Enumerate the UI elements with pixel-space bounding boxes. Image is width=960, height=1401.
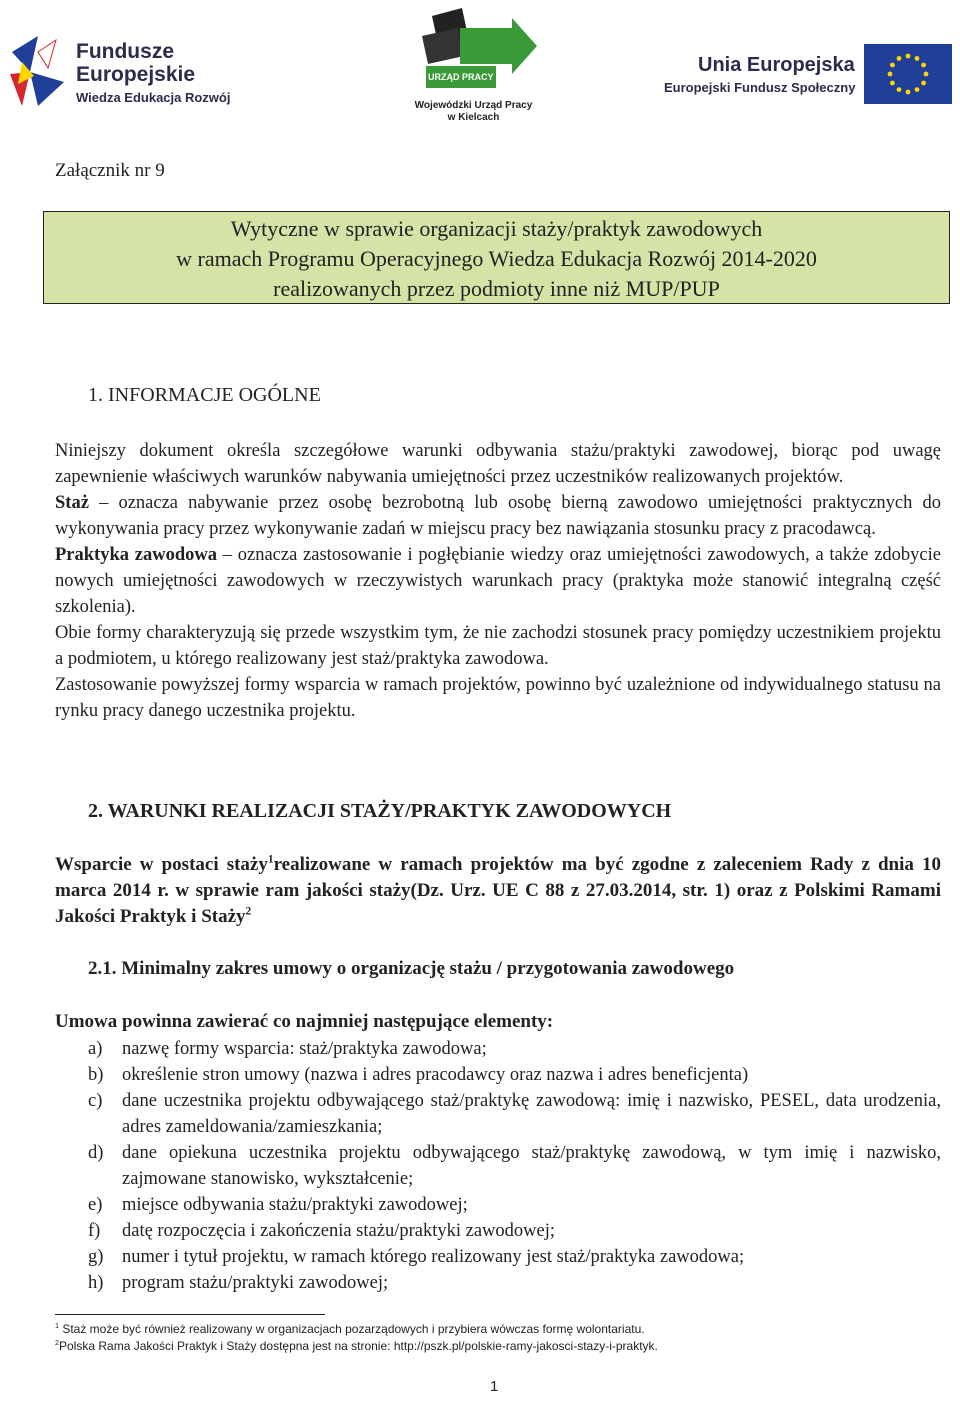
footnote-ref-1: 1 — [267, 853, 274, 866]
ue-logo-line1: Unia Europejska — [698, 54, 855, 76]
fe-logo-mark-icon — [8, 32, 66, 107]
footnote-2-text: Polska Rama Jakości Praktyk i Staży dostępna jest na stronie: http://pszk.pl/polskie-ramy-jakosci-stazy-i-praktyk. — [59, 1339, 658, 1353]
annex-label: Załącznik nr 9 — [55, 160, 165, 181]
up-logo — [400, 6, 545, 124]
up-logo-mark-icon — [402, 6, 542, 96]
fe-logo-line2: Europejskie — [76, 63, 196, 86]
up-logo-line2: w Kielcach — [447, 112, 500, 123]
section1-paragraph-1: Niniejszy dokument określa szczegółowe warunki odbywania stażu/praktyki zawodowej, biorąc pod uwagę zapewnienie właściwych warunków nabywania umiejętności przez uczestników realizowanych projektów. — [55, 441, 941, 487]
list-item-text: nazwę formy wsparcia: staż/praktyka zawodowa; — [122, 1039, 487, 1059]
list-item-letter: e) — [88, 1195, 103, 1215]
section2-paragraph-part-a: Wsparcie w postaci staży — [55, 854, 268, 875]
fe-logo-line1: Fundusze — [76, 40, 174, 63]
section1-heading: 1. INFORMACJE OGÓLNE — [88, 384, 321, 406]
section2-paragraph-part-b: realizowane w ramach projektów ma być zgodne z zaleceniem Rady z dnia 10 marca 2014 r. w sprawie ram jakości staży(Dz. Urz. UE C 88 z 27.03.2014, str. 1) oraz z Polskimi Ramami Jakości Praktyk i Staży — [55, 854, 942, 927]
list-item-letter: h) — [88, 1273, 104, 1293]
section2-heading: 2. WARUNKI REALIZACJI STAŻY/PRAKTYK ZAWODOWYCH — [88, 800, 672, 822]
title-line-3: realizowanych przez podmioty inne niż MUP/PUP — [273, 276, 720, 301]
fe-logo-line3: Wiedza Edukacja Rozwój — [76, 90, 231, 105]
footnote-2 — [55, 1339, 658, 1353]
footnote-1-text: Staż może być również realizowany w organizacjach pozarządowych i przybiera wówczas formę wolontariatu. — [59, 1322, 645, 1336]
list-item-letter: f) — [88, 1221, 101, 1241]
list-item-text: program stażu/praktyki zawodowej; — [122, 1273, 389, 1293]
footnote-2-mark: 2 — [55, 1338, 59, 1347]
section1-paragraph-4: Obie formy charakteryzują się przede wszystkim tym, że nie zachodzi stosunek pracy pomiędzy uczestnikiem projektu a podmiotem, u którego realizowany jest staż/praktyka zawodowa. — [55, 623, 941, 669]
list-item-letter: d) — [88, 1143, 104, 1163]
footnote-1-mark: 1 — [55, 1321, 59, 1330]
fe-logo — [8, 30, 268, 110]
ue-logo-line2: Europejski Fundusz Społeczny — [664, 80, 856, 95]
list-item-text: dane uczestnika projektu odbywającego staż/praktykę zawodową: imię i nazwisko, PESEL, data urodzenia, adres zameldowania/zamieszkania; — [122, 1091, 941, 1137]
list-item-letter: a) — [88, 1039, 103, 1059]
title-line-2: w ramach Programu Operacyjnego Wiedza Edukacja Rozwój 2014-2020 — [176, 246, 817, 271]
eu-flag-icon — [864, 44, 952, 104]
list-item-text: datę rozpoczęcia i zakończenia stażu/praktyki zawodowej; — [122, 1221, 555, 1241]
up-logo-line1: Wojewódzki Urząd Pracy — [414, 100, 533, 111]
ue-logo — [660, 40, 955, 110]
list-item-text: określenie stron umowy (nazwa i adres pracodawcy oraz nazwa i adres beneficjenta) — [122, 1065, 749, 1085]
title-line-1: Wytyczne w sprawie organizacji staży/praktyk zawodowych — [230, 216, 763, 241]
term-staz: Staż — [55, 493, 89, 513]
list-item-letter: b) — [88, 1065, 104, 1085]
list-item-text: dane opiekuna uczestnika projektu odbywającego staż/praktykę zawodową, w tym imię i nazwisko, zajmowane stanowisko, wykształcenie; — [122, 1143, 941, 1189]
term-praktyka: Praktyka zawodowa — [55, 545, 217, 565]
section1-paragraph-2 — [55, 490, 941, 542]
section1-body — [55, 438, 941, 724]
document-title-box — [43, 211, 950, 304]
section2-1-heading: 2.1. Minimalny zakres umowy o organizację stażu / przygotowania zawodowego — [88, 958, 735, 979]
page-number: 1 — [490, 1378, 499, 1395]
up-logo-badge: URZĄD PRACY — [428, 72, 494, 82]
list-item-letter: c) — [88, 1091, 103, 1111]
section1-paragraph-3-text: – oznacza zastosowanie i pogłębianie wiedzy oraz umiejętności zawodowych, a także zdobycie nowych umiejętności zawodowych w rzeczywistych warunkach pracy (praktyka może stanowić integralną część szkolenia). — [55, 545, 941, 617]
section1-paragraph-3 — [55, 542, 941, 620]
footnote-separator — [55, 1314, 325, 1315]
footnote-1 — [55, 1322, 645, 1336]
section2-paragraph — [55, 852, 941, 930]
section1-paragraph-2-text: – oznacza nabywanie przez osobę bezrobotną lub osobę bierną zawodowo umiejętności praktycznych do wykonywania pracy przez wykonywanie zadań w miejscu pracy bez nawiązania stosunku pracy z pracodawcą. — [55, 493, 941, 539]
list-item-text: numer i tytuł projektu, w ramach którego realizowany jest staż/praktyka zawodowa; — [122, 1247, 745, 1267]
section1-paragraph-5: Zastosowanie powyższej formy wsparcia w ramach projektów, powinno być uzależnione od indywidualnego statusu na rynku pracy danego uczestnika projektu. — [55, 675, 941, 721]
list-item-letter: g) — [88, 1247, 104, 1267]
list-item-text: miejsce odbywania stażu/praktyki zawodowej; — [122, 1195, 468, 1215]
list-intro: Umowa powinna zawierać co najmniej następujące elementy: — [55, 1011, 554, 1032]
footnote-ref-2: 2 — [245, 905, 252, 918]
